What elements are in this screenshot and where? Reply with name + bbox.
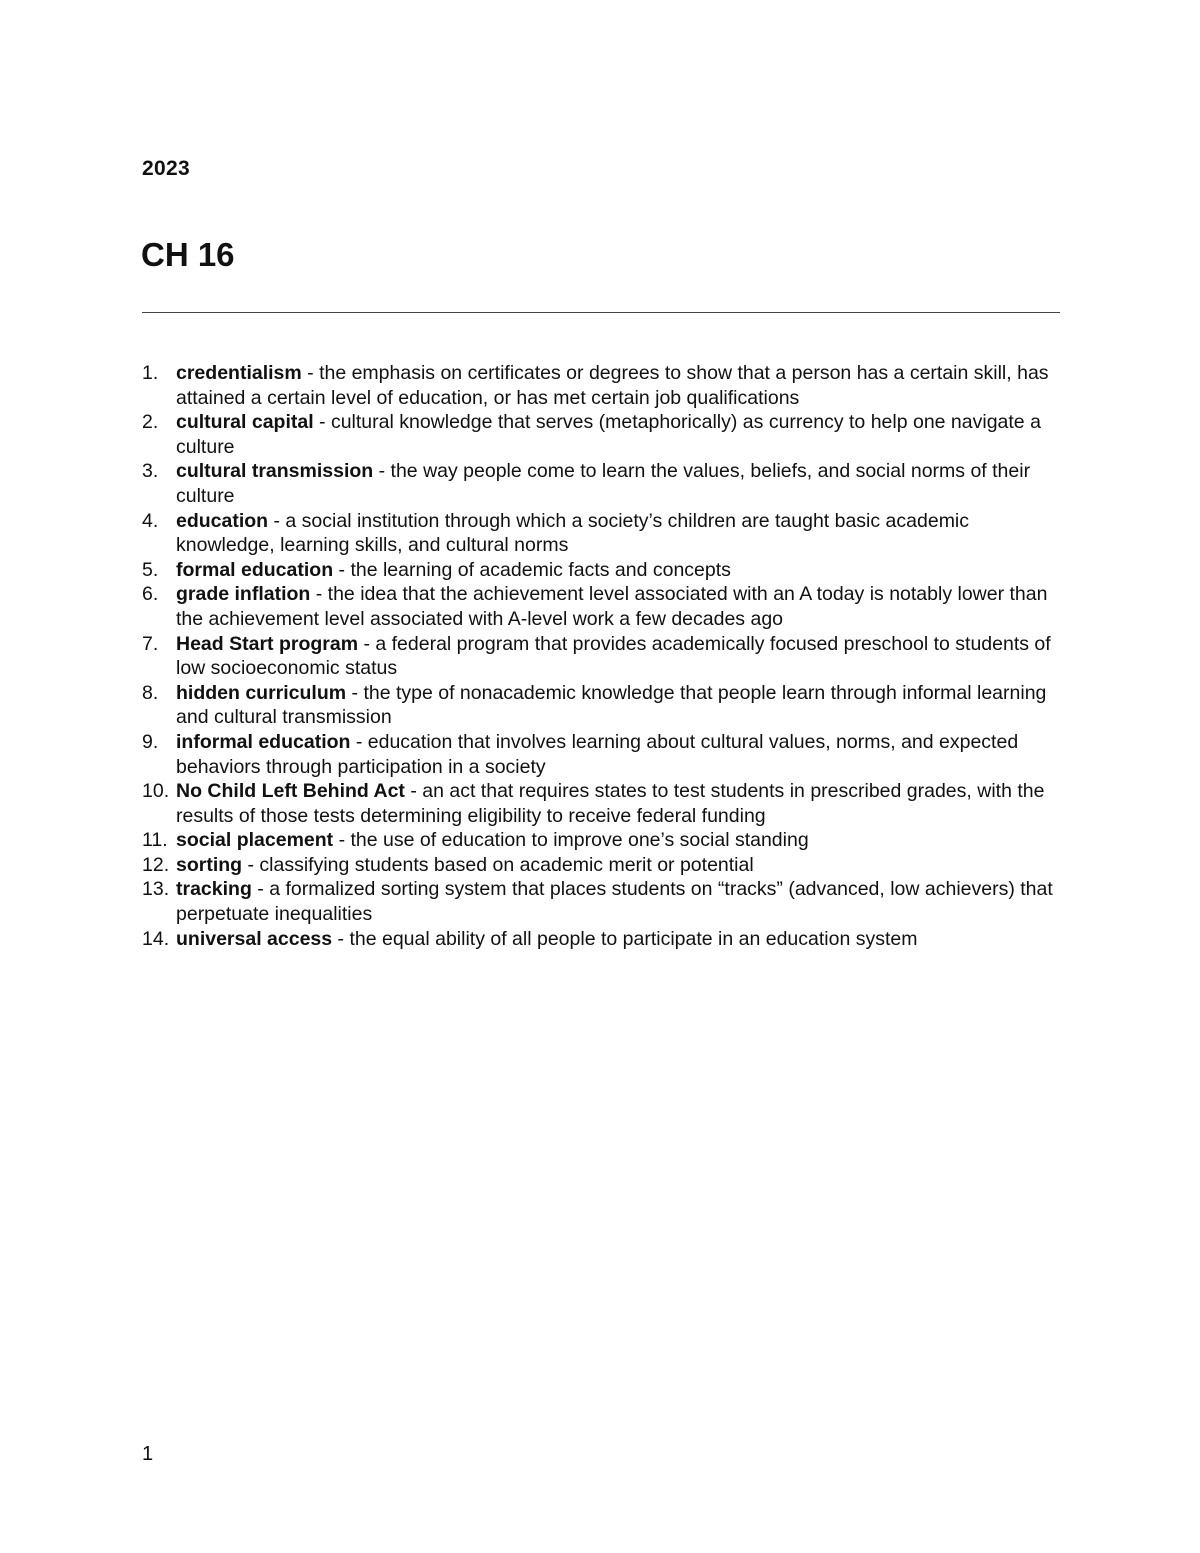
glossary-term: No Child Left Behind Act: [176, 780, 405, 803]
glossary-term: cultural capital: [176, 411, 314, 434]
glossary-definition: - the way people come to learn the values, beliefs, and social norms of their culture: [176, 460, 1031, 507]
item-number: 9.: [142, 730, 159, 753]
glossary-item: [142, 828, 1072, 853]
glossary-term: education: [176, 509, 269, 532]
document-year: 2023: [142, 157, 190, 180]
item-number: 5.: [142, 558, 159, 581]
glossary-item: [142, 779, 1072, 828]
glossary-item: [142, 582, 1072, 631]
glossary-definition: - a formalized sorting system that places students on “tracks” (advanced, low achievers) that perpetuate inequalities: [176, 878, 1053, 926]
glossary-term: Head Start program: [176, 632, 359, 655]
glossary-item: [142, 410, 1072, 459]
glossary-term: grade inflation: [176, 583, 311, 606]
glossary-item: [142, 558, 1072, 583]
glossary-term: universal access: [176, 927, 333, 950]
item-number: 1.: [142, 362, 159, 384]
glossary-item: [142, 730, 1072, 779]
item-number: 11.: [142, 829, 168, 852]
item-number: 4.: [142, 509, 159, 532]
item-number: 2.: [142, 411, 159, 434]
glossary-list: [142, 361, 1072, 951]
glossary-definition: - the use of education to improve one’s social standing: [333, 829, 809, 852]
page-number: 1: [142, 1443, 154, 1465]
glossary-definition: - classifying students based on academic merit or potential: [242, 853, 754, 876]
item-number: 7.: [142, 632, 159, 655]
chapter-title: CH 16: [141, 236, 235, 273]
horizontal-divider: [142, 312, 1060, 313]
glossary-term: cultural transmission: [176, 460, 374, 483]
glossary-definition: - a social institution through which a society’s children are taught basic academic knowledge, learning skills, and cultural norms: [176, 509, 970, 557]
item-number: 3.: [142, 460, 159, 483]
glossary-item: [142, 632, 1072, 681]
glossary-item: [142, 853, 1072, 878]
glossary-definition: - the type of nonacademic knowledge that people learn through informal learning and cultural transmission: [176, 681, 1047, 729]
glossary-definition: - the emphasis on certificates or degrees to show that a person has a certain skill, has attained a certain level of education, or has met certain job qualifications: [176, 362, 1049, 409]
glossary-term: social placement: [176, 829, 334, 852]
glossary-definition: - a federal program that provides academically focused preschool to students of low socioeconomic status: [176, 632, 1051, 680]
glossary-definition: - an act that requires states to test students in prescribed grades, with the results of those tests determining eligibility to receive federal funding: [176, 780, 1045, 827]
glossary-item: [142, 361, 1072, 410]
item-number: 8.: [142, 681, 159, 704]
glossary-term: tracking: [176, 878, 252, 901]
glossary-term: formal education: [176, 558, 334, 581]
glossary-definition: - the idea that the achievement level associated with an A today is notably lower than the achievement level associated with A-level work a few decades ago: [176, 583, 1048, 630]
glossary-term: hidden curriculum: [176, 681, 347, 704]
item-number: 13.: [142, 878, 170, 901]
glossary-item: [142, 877, 1072, 926]
glossary-item: [142, 681, 1072, 730]
glossary-term: credentialism: [176, 362, 302, 384]
glossary-item: [142, 459, 1072, 508]
glossary-item: [142, 927, 1072, 952]
item-number: 6.: [142, 583, 159, 606]
glossary-term: informal education: [176, 730, 351, 753]
glossary-term: sorting: [176, 853, 243, 876]
glossary-definition: - cultural knowledge that serves (metaphorically) as currency to help one navigate a culture: [176, 411, 1041, 458]
glossary-definition: - education that involves learning about cultural values, norms, and expected behaviors through participation in a society: [176, 730, 1019, 778]
item-number: 12.: [142, 853, 170, 876]
item-number: 14.: [142, 927, 170, 950]
glossary-definition: - the learning of academic facts and concepts: [333, 558, 731, 581]
item-number: 10.: [142, 780, 170, 803]
glossary-definition: - the equal ability of all people to participate in an education system: [332, 927, 918, 950]
glossary-item: [142, 509, 1072, 558]
